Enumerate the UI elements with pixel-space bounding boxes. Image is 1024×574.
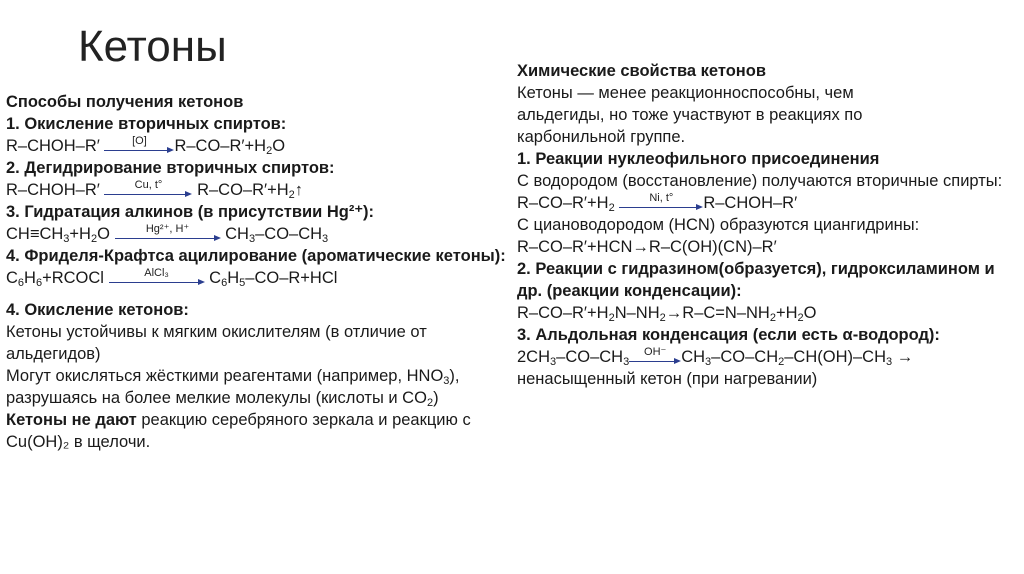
reaction-1-text: С водородом (восстановление) получаются вторичные спирты: — [517, 172, 1003, 190]
reaction-2-title: 2. Реакции с гидразином(образуется), гидроксиламином и др. (реакции конденсации): — [517, 260, 995, 300]
properties-intro: Кетоны — менее реакционноспособны, чем альдегиды, но тоже участвуют в реакциях по карбонильной группе. — [517, 84, 863, 146]
method-1-product: $R-CO-R'+H_2O$ — [174, 137, 286, 157]
method-4-condition: AlCl₃ — [144, 266, 169, 279]
reaction-3-title: 3. Альдольная конденсация (если есть α-водород): — [517, 326, 940, 344]
reaction-1-product: R–CHOH–R′ — [703, 194, 798, 212]
method-4-equation — [6, 267, 506, 289]
reaction-3-condition: OH⁻ — [644, 345, 667, 358]
reaction-1-equation — [517, 192, 1022, 214]
method-2-condition: Cu, t° — [134, 178, 163, 191]
reaction-arrow — [629, 345, 681, 367]
method-4-reactant: $C_6H_6+RCOCl$ — [6, 269, 104, 289]
method-4-title: 4. Фриделя-Крафтса ацилирование (ароматические кетоны): — [6, 247, 506, 265]
reaction-3-product: $CH_3-CO-CH_2-CH(OH)-CH_3$ → — [681, 348, 914, 368]
reaction-1-condition: Ni, t° — [649, 191, 674, 204]
method-1-reactant: R–CHOH–R′ — [6, 137, 100, 155]
reaction-2-equation: $R-CO-R'+H_2N-NH_2\to R-C=N-NH_2+H_2O$ — [517, 304, 817, 324]
reaction-1-title: 1. Реакции нуклеофильного присоединения — [517, 150, 880, 168]
method-4-product: $C_6H_5-CO-R+HCl$ — [209, 269, 338, 289]
reaction-1-text-2: С циановодородом (HCN) образуются циангидрины: — [517, 216, 920, 234]
method-2-reactant: R–CHOH–R′ — [6, 181, 100, 199]
method-3-equation — [6, 223, 506, 245]
method-3-reactant: $CH\equiv CH_3+H_2O$ — [6, 225, 110, 245]
chemical-properties-column — [517, 60, 1022, 390]
preparation-methods-column — [6, 91, 506, 453]
method-2-equation — [6, 179, 506, 201]
reaction-arrow — [619, 191, 703, 213]
method-1-equation — [6, 135, 506, 157]
oxidation-title: 4. Окисление кетонов: — [6, 301, 189, 319]
oxidation-text-2: Могут окисляться жёсткими реагентами (например, $HNO_3$), разрушаясь на более мелкие молекулы (кислоты и $CO_2$) — [6, 367, 460, 409]
reaction-arrow — [104, 178, 192, 200]
method-1-title: 1. Окисление вторичных спиртов: — [6, 115, 287, 133]
reaction-arrow — [104, 134, 174, 156]
properties-heading: Химические свойства кетонов — [517, 62, 766, 80]
slide-title: Кетоны — [78, 22, 227, 71]
method-2-product: $R-CO-R'+H_2↑$ — [197, 181, 304, 201]
reaction-1-equation-2: R–CO–R′+HCN→R–C(OH)(CN)–R′ — [517, 238, 777, 256]
reaction-1-reactant: $R-CO-R'+H_2$ — [517, 194, 615, 214]
method-3-title: 3. Гидратация алкинов (в присутствии Hg²⁺): — [6, 203, 375, 221]
method-3-product: $CH_3-CO-CH_3$ — [225, 225, 329, 245]
reaction-3-note: ненасыщенный кетон (при нагревании) — [517, 370, 818, 388]
reaction-arrow — [109, 266, 205, 288]
oxidation-text-1: Кетоны устойчивы к мягким окислителям (в отличие от альдегидов) — [6, 323, 427, 363]
reaction-3-reactant: $2CH_3-CO-CH_3$ — [517, 348, 630, 368]
method-1-condition: [O] — [132, 134, 147, 147]
reaction-arrow — [115, 222, 221, 244]
oxidation-text-3: Кетоны не дают реакцию серебряного зеркала и реакцию с Cu(OH)₂ в щелочи. — [6, 411, 471, 451]
method-2-title: 2. Дегидрирование вторичных спиртов: — [6, 159, 335, 177]
preparation-heading: Способы получения кетонов — [6, 93, 244, 111]
method-3-condition: Hg²⁺, H⁺ — [145, 222, 190, 235]
reaction-3-equation — [517, 346, 1022, 368]
